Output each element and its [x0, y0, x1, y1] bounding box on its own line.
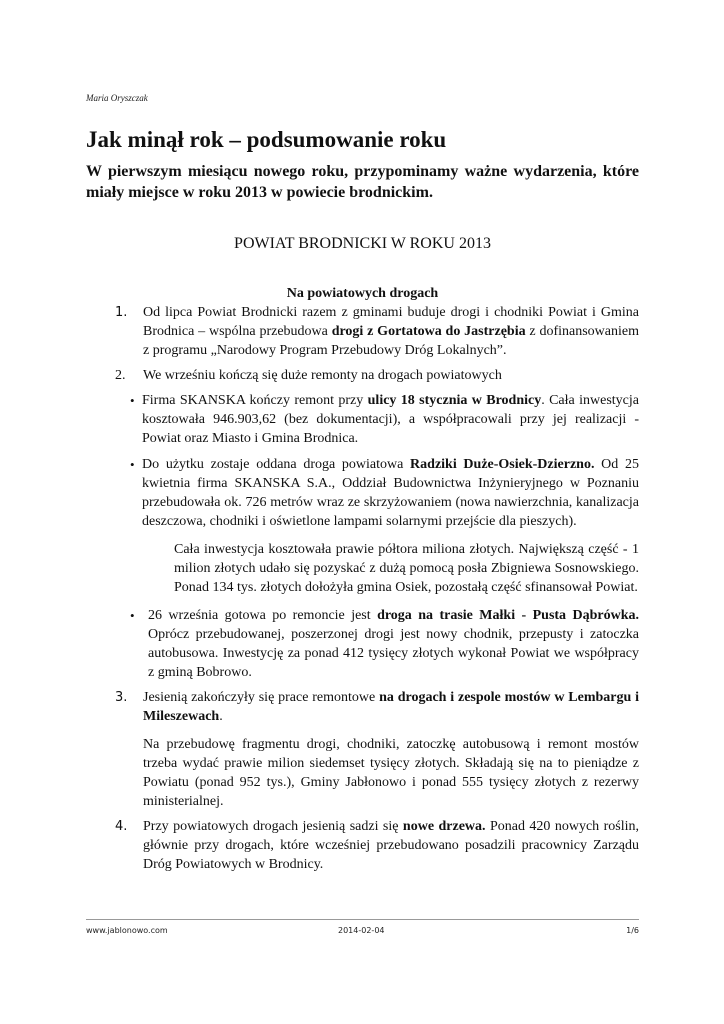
list-number: 3.: [115, 690, 128, 705]
list-item-text: Jesienią zakończyły się prace remontowe na drogach i zespole mostów w Lembargu i Mileszewach.: [143, 690, 639, 724]
footer-date: 2014-02-04: [338, 926, 385, 935]
footer-page-number: 1/6: [626, 926, 639, 935]
list-item-3: [86, 688, 639, 726]
list-number: 2.: [115, 368, 126, 383]
bullet-item-3: [86, 606, 639, 682]
bullet-icon: •: [130, 457, 135, 472]
article-lead: W pierwszym miesiącu nowego roku, przypominamy ważne wydarzenia, które miały miejsce w roku 2013 w powiecie brodnickim.: [86, 163, 639, 201]
document-page: [86, 0, 639, 1024]
footer-website: www.jablonowo.com: [86, 926, 168, 935]
list-number: 4.: [115, 819, 128, 834]
bullet-icon: •: [130, 608, 135, 623]
bullet-item-1: [86, 391, 639, 448]
author-name: Maria Oryszczak: [86, 93, 148, 103]
bullet-item-2: [86, 455, 639, 531]
list-item-paragraph: Na przebudowę fragmentu drogi, chodniki, zatoczkę autobusową i remont mostów trzeba wydać prawie milion siedemset tysięcy złotych. Składają się na to pieniądze z Powiatu (ponad 952 tys.), Gminy Jabłonowo i ponad 555 tysięcy złotych z rezerwy ministerialnej.: [143, 737, 639, 809]
list-item-1: [86, 303, 639, 360]
list-item-text: Przy powiatowych drogach jesienią sadzi się nowe drzewa. Ponad 420 nowych roślin, głównie przy drogach, które wcześniej przebudowano posadzili pracownicy Zarządu Dróg Powiatowych w Brodnicy.: [143, 819, 639, 872]
bullet-icon: •: [130, 393, 135, 408]
bullet-paragraph: Cała inwestycja kosztowała prawie półtora miliona złotych. Największą część - 1 milion złotych udało się pozyskać z dużą pomocą posła Zbigniewa Sosnowskiego. Ponad 134 tys. złotych dołożyła gmina Osiek, pozostałą część sfinansował Powiat.: [174, 542, 639, 595]
list-item-4: [86, 817, 639, 874]
article-title: Jak minął rok – podsumowanie roku: [86, 127, 447, 152]
article-content: [86, 303, 639, 874]
subsection-title: Na powiatowych drogach: [286, 286, 439, 301]
list-number: 1.: [115, 305, 128, 320]
bullet-text: Do użytku zostaje oddana droga powiatowa Radziki Duże-Osiek-Dzierzno. Od 25 kwietnia firma SKANSKA S.A., Oddział Budownictwa Inżynieryjnego w Poznaniu przebudowała ok. 726 metrów wraz ze skrzyżowaniem (nowa nawierzchnia, kanalizacja deszczowa, chodniki i oświetlone lampami solarnymi przejście dla pieszych).: [142, 457, 639, 529]
bullet-text: 26 września gotowa po remoncie jest droga na trasie Małki - Pusta Dąbrówka. Oprócz przebudowanej, poszerzonej drogi jest nowy chodnik, przepusty i zatoczka autobusowa. Inwestycję za ponad 412 tysięcy złotych wykonał Powiat we współpracy z gminą Bobrowo.: [148, 608, 639, 680]
list-item-text: We wrześniu kończą się duże remonty na drogach powiatowych: [143, 368, 502, 383]
list-item-2: [86, 366, 639, 385]
section-title: POWIAT BRODNICKI W ROKU 2013: [234, 235, 491, 252]
page-footer: [86, 919, 639, 940]
bullet-text: Firma SKANSKA kończy remont przy ulicy 18 stycznia w Brodnicy. Cała inwestycja kosztowała 946.903,62 (bez dokumentacji), a współpracowali przy jej realizacji - Powiat oraz Miasto i Gmina Brodnica.: [142, 393, 639, 446]
list-item-text: Od lipca Powiat Brodnicki razem z gminami buduje drogi i chodniki Powiat i Gmina Brodnica – wspólna przebudowa drogi z Gortatowa do Jastrzębia z dofinansowaniem z programu „Narodowy Program Przebudowy Dróg Lokalnych”.: [143, 305, 639, 358]
